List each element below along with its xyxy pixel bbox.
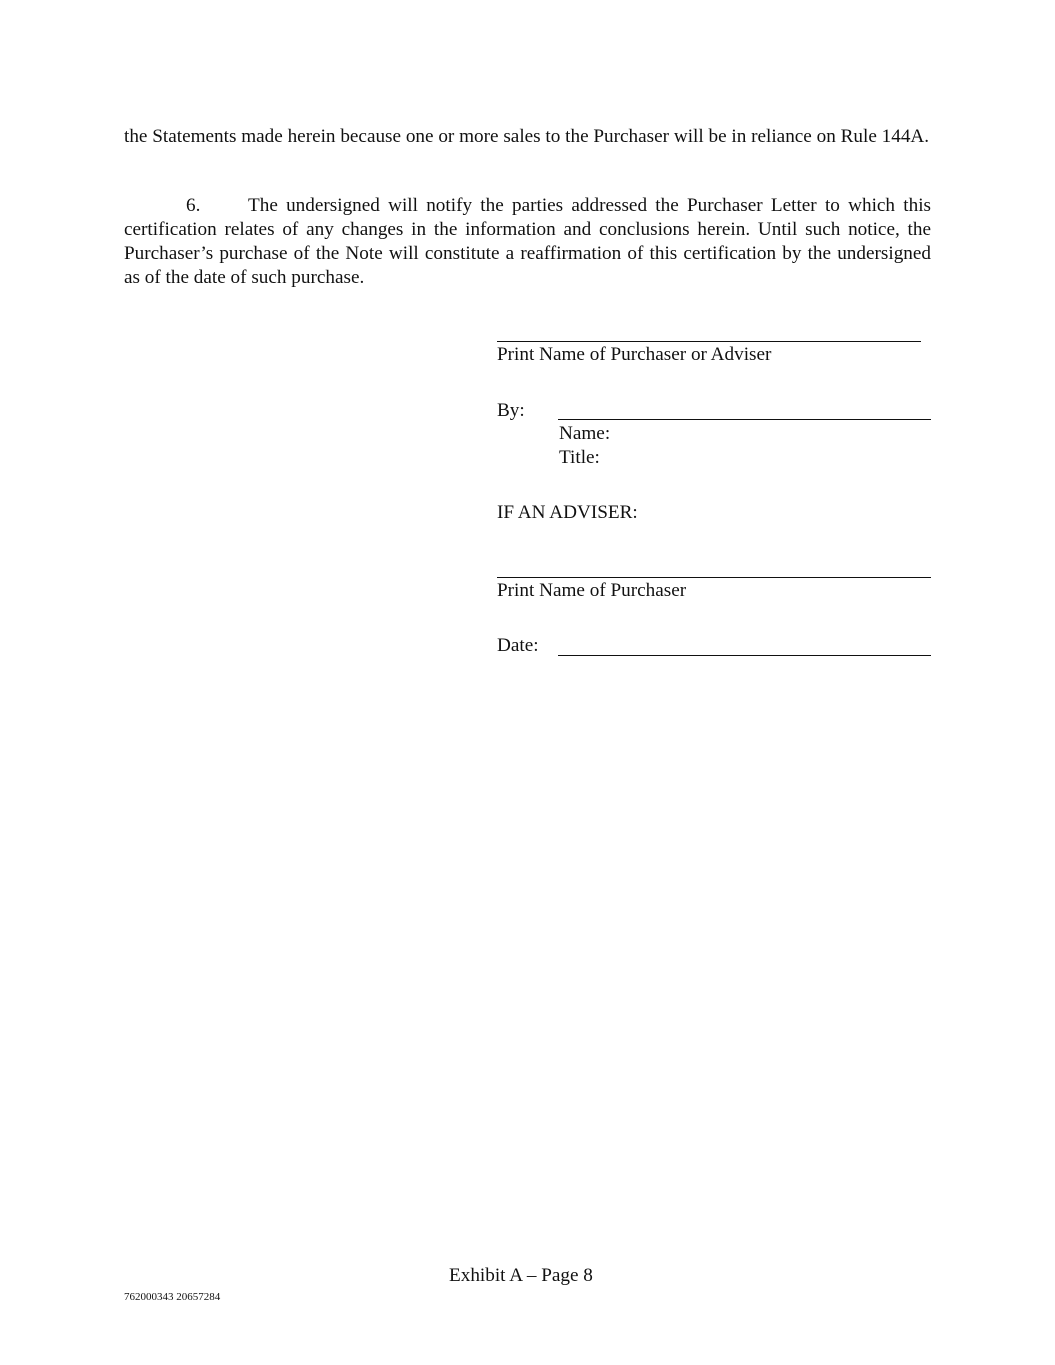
paragraph-continuation: the Statements made herein because one or more sales to the Purchaser will be in reliance on Rule 144A. — [124, 126, 930, 147]
if-adviser-label: IF AN ADVISER: — [497, 502, 638, 523]
document-id: 762000343 20657284 — [124, 1291, 221, 1303]
paragraph-6-text: The undersigned will notify the parties addressed the Purchaser Letter to which this certification relates of any changes in the information and conclusions herein. Until such notice, the Purchaser’s purchase of the Note will constitute a reaffirmation of this certification by the undersigned as of the date of such purchase. — [124, 195, 931, 288]
paragraph-6-number: 6. — [186, 195, 201, 216]
date-label: Date: — [497, 635, 539, 656]
print-name-purchaser-label: Print Name of Purchaser — [497, 580, 687, 601]
name-label: Name: — [559, 423, 611, 444]
date-line[interactable] — [558, 655, 931, 656]
paragraph-6 — [124, 194, 931, 290]
page-footer: Exhibit A – Page 8 — [449, 1265, 593, 1286]
title-label: Title: — [559, 447, 600, 468]
print-name-purchaser-line[interactable] — [497, 577, 931, 578]
by-label: By: — [497, 400, 525, 421]
print-name-purchaser-or-adviser-line[interactable] — [497, 341, 921, 342]
print-name-purchaser-or-adviser-label: Print Name of Purchaser or Adviser — [497, 344, 772, 365]
by-signature-line[interactable] — [558, 419, 931, 420]
